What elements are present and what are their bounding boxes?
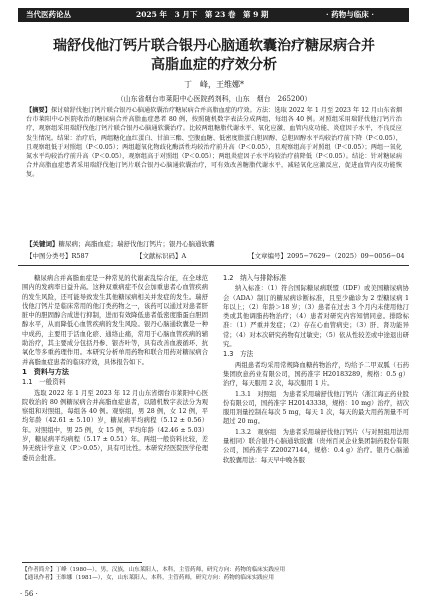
- abstract-text: 探讨瑞舒伐他汀钙片联合银丹心脑通软囊治疗糖尿病合并高脂血症的疗效。方法：选取 2022 年 1 月至 2023 年 12 月山东省烟台市莱阳中心医院收治的糖尿病合并高脂血症患者 80 例，按照随机数字表法分成两组，每组各 40 例。对照组采用瑞舒伐他汀钙片治疗，观察组采用瑞舒伐他汀钙片联合银丹心脑通软囊治疗。比较两组糖脂代谢水平、氧化应激、血管内皮功能、炎症因子水平，不良反应发生情况。结果：治疗后，两组糖化血红蛋白、甘油三酯、空腹血糖、低密度脂蛋白胆固醇、总胆固醇水平均较治疗前下降（P＜0.05），且观察组低于对照组（P＜0.05）；两组超氧化物歧化酶活性均较治疗前升高（P＜0.05），且观察组高于对照组（P＜0.05）；两组一氧化氮水平均较治疗前升高（P＜0.05），观察组高于对照组（P＜0.05）；两组炎症因子水平均较治疗前降低（P＜0.05）。结论：针对糖尿病合并高脂血症患者采用瑞舒伐他汀钙片联合银丹心脑通软囊治疗，可有效改善糖脂代谢水平，减轻氧化应激反应，促进血管内皮功能恢复。: [26, 107, 402, 179]
- control-group-paragraph: 1.3.1 对照组 为患者采用瑞舒伐他汀钙片（浙江海正药业股份有限公司，国药准字 H20143338，规格：10 mg）治疗，初次服用剂量控制在每次 5 mg，每天 1 次，每天的最大用药剂量不可超过 20 mg。: [223, 390, 409, 426]
- page-number: · 56 ·: [20, 590, 38, 598]
- methods-paragraph: 两组患者均采用常规降血糖药物治疗，均给予二甲双胍（石药集团欧意药业有限公司，国药准字 H20183289，规格：0.5 g）治疗，每天服用 2 次，每次服用 1 片。: [223, 361, 409, 388]
- body-column-left: [22, 274, 208, 464]
- author-bio: 【作者简介】丁峰（1980—），男，汉族，山东莱阳人，本科，主管药师，研究方向：药物的临床实践应用: [22, 567, 286, 573]
- subsection-heading: 1.3 方法: [223, 350, 254, 359]
- section-heading: 1 资料与方法: [22, 367, 69, 376]
- title-line-1: 瑞舒伐他汀钙片联合银丹心脑通软囊治疗糖尿病合并: [53, 38, 375, 54]
- clc-number: 【中图分类号】R587: [26, 252, 89, 260]
- article-number: 【文章编号】2095−7629−（2025）09−0056−04: [248, 252, 405, 260]
- issue-date: 2025 年 3 月下 第 23 卷 第 9 期: [136, 10, 269, 19]
- footnote-divider: [22, 562, 142, 563]
- subsection-heading: 1.2 纳入与排除标准: [223, 274, 287, 282]
- section-label: · 药物与临床 ·: [326, 10, 374, 19]
- document-code: 【文献标识码】A: [136, 252, 187, 260]
- criteria-paragraph: 纳入标准：（1）符合国际糖尿病联盟（IDF）或美国糖尿病协会（ADA）制订的糖尿病诊断标准，且至少确诊为 2 型糖尿病 1 年以上；（2）年龄＞18 岁；（3）患者在过去 3 个月内未使用他汀类或其他调脂药物治疗；（4）患者对研究内容知情同意。排除标准：（1）严重并发症；（2）存在心血管病史；（3）肝、肾功能异常；（4）对本次研究药物有过敏史；（5）依从性较差或中途退出研究。: [223, 285, 409, 349]
- corresponding-author: 【通讯作者】王维娜（1981—），女，山东莱阳人，本科，主管药师，研究方向：药物的临床实践应用: [22, 575, 274, 581]
- journal-name: 当代医药论丛: [26, 10, 71, 19]
- affiliation: （山东省烟台市莱阳中心医院药剂科，山东 烟台 265200）: [116, 95, 312, 103]
- general-info-paragraph: 选取 2022 年 1 月至 2023 年 12 月山东省烟台市莱阳中心医院收治的 80 例糖尿病合并高脂血症患者，以随机数字表法分为观察组和对照组，每组各 40 例。观察组，男 28 例，女 12 例，平均年龄（42.61 ± 5.10）岁，糖尿病平均病程（5.12 ± 0.56）年。对照组中，男 25 例，女 15 例，平均年龄（42.46 ± 5.03）岁，糖尿病平均病程（5.17 ± 0.51）年。两组一般资料比较，差异无统计学意义（P＞0.05），具有可比性。本研究经医院医学伦理委员会批准。: [22, 389, 208, 462]
- intro-paragraph: 糖尿病合并高脂血症是一种常见的代谢紊乱综合征，在全球范围内的发病率日益升高。这种双重病症不仅会加重患者心血管疾病的发生风险，还可能导致发生其他糖尿病相关并发症的发生。瑞舒伐他汀钙片是临床常用的他汀类药物之一，该药可以通过对患者肝脏中的胆固醇合成进行抑制，进而有效降低患者低密度脂蛋白胆固醇水平，从而降低心血管疾病的发生风险。银丹心脑通软囊是一种中成药，主要用于活血化瘀、通络止痛，常用于心脑血管疾病的辅助治疗，其主要成分包括丹参、银杏叶等，具有改善血液循环、抗氧化等多重药理作用。本研究分析单用药物和联合用药对糖尿病合并高脂血症患者的临床疗效，具体报告如下。: [22, 275, 208, 366]
- subsection-heading: 1.1 一般资料: [22, 378, 66, 387]
- observation-group-paragraph: 1.3.2 观察组 为患者采用瑞舒伐他汀钙片（与对照组用法用量相同）联合银丹心脑通软胶囊（贵州百灵企业集团制药股份有限公司，国药准字 Z20027144，规格：0.4 g）治疗。银丹心脑通软胶囊用法：每天早中晚各服: [223, 428, 409, 464]
- divider-line: [18, 265, 409, 266]
- journal-header-bar: [18, 8, 409, 22]
- keywords-text: 糖尿病；高脂血症；瑞舒伐他汀钙片；银丹心脑通软囊: [58, 240, 215, 248]
- body-column-right: [223, 274, 409, 466]
- keywords: [26, 240, 402, 249]
- footnote: [22, 566, 408, 582]
- article-title: [24, 37, 404, 75]
- authors: 丁 峰，王维娜*: [184, 80, 244, 89]
- abstract: [26, 106, 402, 236]
- keywords-label: 【关键词】: [26, 240, 59, 248]
- title-line-2: 高脂血症的疗效分析: [151, 57, 277, 73]
- abstract-label: 【摘要】: [26, 107, 51, 114]
